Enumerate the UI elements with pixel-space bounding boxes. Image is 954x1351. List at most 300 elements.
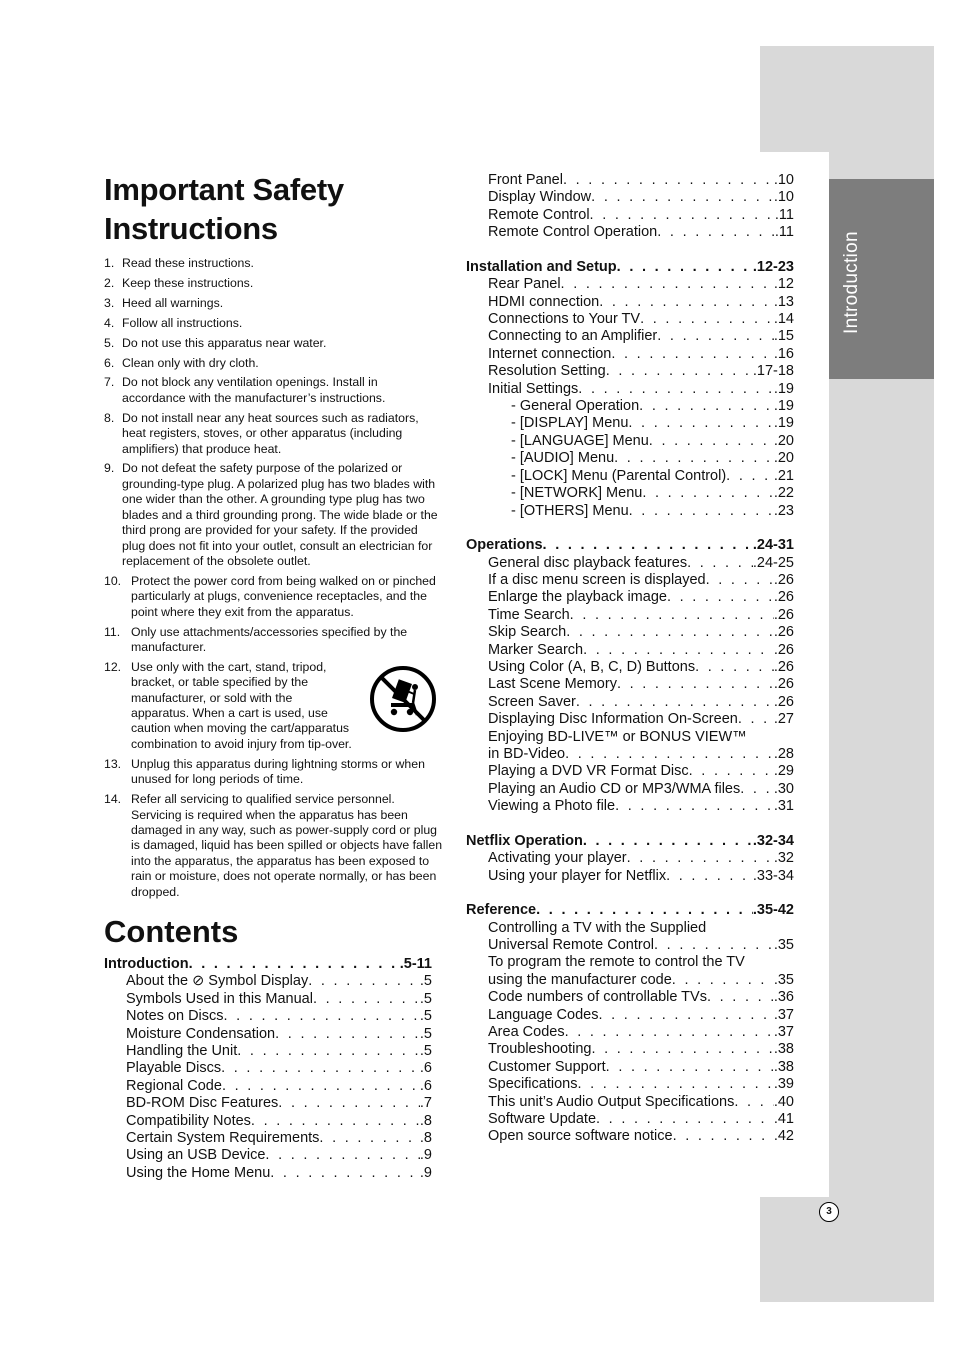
toc-entry-label: Front Panel xyxy=(488,172,563,188)
toc-leader-dots xyxy=(706,572,774,589)
safety-item xyxy=(104,316,444,331)
toc-entry-page: .26 xyxy=(773,658,794,675)
toc-leader-dots xyxy=(666,868,753,885)
toc-entry-page: .5-11 xyxy=(399,956,432,972)
safety-item-text: Clean only with dry cloth. xyxy=(122,355,259,370)
toc-entry-page: .11 xyxy=(774,224,794,241)
toc-entry-page: .29 xyxy=(773,763,794,780)
toc-entry xyxy=(104,973,432,990)
toc-entry xyxy=(466,676,794,693)
toc-entry-page: .37 xyxy=(773,1024,794,1041)
safety-item xyxy=(104,411,444,457)
toc-leader-dots xyxy=(614,450,774,467)
toc-entry-page: .24-25 xyxy=(752,554,794,571)
safety-section xyxy=(104,170,444,904)
safety-item-text: Do not install near any heat sources such as radiators, heat registers, stoves, or other apparatus (including amplifiers) that produce heat. xyxy=(122,410,419,456)
toc-leader-dots xyxy=(672,972,774,989)
toc-entry-label: - General Operation xyxy=(511,398,640,415)
toc-entry-label: - [LANGUAGE] Menu xyxy=(511,432,649,449)
safety-item-text: Read these instructions. xyxy=(122,256,254,270)
toc-leader-dots xyxy=(740,781,774,798)
safety-item-text: Do not use this apparatus near water. xyxy=(122,335,327,350)
toc-section-heading xyxy=(466,833,794,850)
safety-item xyxy=(104,757,444,788)
toc-left-column xyxy=(104,956,432,1182)
toc-entry xyxy=(466,468,794,485)
toc-entry xyxy=(104,1130,432,1147)
safety-item-number: 3. xyxy=(104,295,115,310)
toc-entry-label: Connecting to an Amplifier xyxy=(488,328,658,345)
toc-entry-label: Screen Saver xyxy=(488,693,576,710)
toc-entry-page: .32-34 xyxy=(752,832,794,849)
toc-leader-dots xyxy=(565,1024,774,1041)
toc-leader-dots xyxy=(222,1078,420,1095)
toc-entry-label: Language Codes xyxy=(488,1006,599,1023)
toc-entry-label: Time Search xyxy=(488,606,570,623)
toc-leader-dots xyxy=(627,850,774,867)
toc-leader-dots xyxy=(278,1095,420,1112)
toc-entry-page: .26 xyxy=(773,571,794,588)
safety-item-number: 6. xyxy=(104,355,115,370)
safety-item-number: 2. xyxy=(104,275,115,290)
toc-leader-dots xyxy=(570,607,774,624)
toc-entry xyxy=(466,781,794,798)
toc-leader-dots xyxy=(654,937,774,954)
safety-item-number: 13. xyxy=(104,756,122,771)
toc-entry-label: About the ⊘ Symbol Display xyxy=(126,973,309,990)
toc-entry-page: .40 xyxy=(773,1093,794,1110)
toc-entry xyxy=(466,642,794,659)
toc-entry xyxy=(104,1008,432,1025)
safety-title xyxy=(104,170,444,248)
contents-title: Contents xyxy=(104,914,239,949)
safety-item-number: 11. xyxy=(104,624,121,639)
toc-entry xyxy=(466,920,794,937)
toc-entry xyxy=(466,711,794,728)
toc-entry xyxy=(466,1128,794,1145)
toc-entry xyxy=(466,224,794,241)
toc-entry-label: Operations xyxy=(466,537,543,554)
toc-entry-page: .22 xyxy=(773,485,794,502)
page-number: 3 xyxy=(819,1202,839,1222)
toc-entry-label: Netflix Operation xyxy=(466,832,583,849)
safety-item-text: Do not defeat the safety purpose of the polarized or grounding-type plug. A polarized plug has two blades with one wider than the other. A grounding type plug has two blades and a third grounding prong. The wide blade or the third prong are provided for your safety. If the provided plug does not fit into your outlet, consult an electrician for replacement of the obsolete outlet. xyxy=(122,461,438,568)
toc-entry-label: Rear Panel xyxy=(488,276,561,293)
toc-section-heading xyxy=(466,902,794,919)
toc-entry-page: .19 xyxy=(773,415,794,432)
toc-leader-dots xyxy=(617,676,774,693)
toc-leader-dots xyxy=(543,537,753,554)
toc-section-heading xyxy=(466,537,794,554)
toc-entry xyxy=(104,1095,432,1112)
toc-leader-dots xyxy=(598,1007,773,1024)
toc-entry xyxy=(466,433,794,450)
toc-leader-dots xyxy=(265,1147,419,1164)
toc-entry-page: .19 xyxy=(773,380,794,397)
toc-entry-page: .6 xyxy=(419,1077,432,1094)
toc-entry xyxy=(104,1078,432,1095)
toc-entry-label: BD-ROM Disc Features xyxy=(126,1095,279,1112)
toc-entry xyxy=(466,572,794,589)
toc-entry xyxy=(466,1041,794,1058)
toc-entry-label: General disc playback features xyxy=(488,554,688,571)
safety-item-number: 8. xyxy=(104,410,115,425)
toc-entry-label: Enlarge the playback image xyxy=(488,589,667,606)
safety-item-number: 9. xyxy=(104,461,115,476)
toc-leader-dots xyxy=(536,902,753,919)
toc-entry-page: .26 xyxy=(773,624,794,641)
safety-item xyxy=(104,356,444,371)
toc-entry xyxy=(466,850,794,867)
toc-entry-page: .5 xyxy=(419,1008,432,1025)
toc-leader-dots xyxy=(640,311,774,328)
toc-entry xyxy=(466,972,794,989)
toc-entry-page: .15 xyxy=(773,328,794,345)
toc-entry xyxy=(104,1043,432,1060)
toc-leader-dots xyxy=(596,1111,774,1128)
toc-entry-label: Remote Control Operation xyxy=(488,224,658,241)
safety-item-text: Only use attachments/accessories specified by the manufacturer. xyxy=(131,624,408,654)
safety-item-number: 12. xyxy=(104,659,122,674)
toc-entry xyxy=(104,1113,432,1130)
toc-leader-dots xyxy=(251,1113,420,1130)
toc-leader-dots xyxy=(726,468,774,485)
toc-entry-label: Controlling a TV with the Supplied xyxy=(488,919,707,936)
toc-entry-label: - [OTHERS] Menu xyxy=(511,502,629,519)
section-tab-label: Introduction xyxy=(841,231,862,334)
toc-leader-dots xyxy=(689,763,774,780)
toc-section-heading xyxy=(466,259,794,276)
toc-entry-label: Remote Control xyxy=(488,206,590,223)
toc-entry xyxy=(466,328,794,345)
toc-entry-page: .7 xyxy=(419,1095,432,1112)
toc-entry-page: .16 xyxy=(773,345,794,362)
toc-entry-label: Area Codes xyxy=(488,1024,565,1041)
toc-entry-label: Installation and Setup xyxy=(466,258,617,275)
safety-item-number: 10. xyxy=(104,573,122,588)
toc-leader-dots xyxy=(561,276,774,293)
toc-entry-label: - [AUDIO] Menu xyxy=(511,450,615,467)
toc-entry-page: .12 xyxy=(773,276,794,293)
safety-item xyxy=(104,256,444,271)
toc-leader-dots xyxy=(583,833,753,850)
safety-item-number: 7. xyxy=(104,375,115,390)
toc-entry-page: .11 xyxy=(774,206,794,223)
toc-leader-dots xyxy=(738,711,774,728)
toc-entry-page: .23 xyxy=(773,502,794,519)
toc-leader-dots xyxy=(221,1060,420,1077)
toc-entry xyxy=(104,1147,432,1164)
toc-entry xyxy=(466,763,794,780)
toc-leader-dots xyxy=(577,1076,773,1093)
toc-entry-label: Regional Code xyxy=(126,1077,222,1094)
toc-leader-dots xyxy=(639,398,774,415)
side-panel-top xyxy=(760,46,934,152)
toc-entry-page: .26 xyxy=(773,693,794,710)
toc-entry-page: .5 xyxy=(419,1043,432,1060)
toc-entry-label: Certain System Requirements xyxy=(126,1130,320,1147)
toc-entry-label: To program the remote to control the TV xyxy=(488,954,745,971)
toc-entry xyxy=(466,659,794,676)
toc-entry-page: .32 xyxy=(773,850,794,867)
toc-entry-page: .35 xyxy=(773,937,794,953)
side-panel-bottom xyxy=(760,1197,934,1302)
toc-entry-page: .9 xyxy=(419,1147,432,1164)
toc-entry-page: .14 xyxy=(773,311,794,328)
toc-leader-dots xyxy=(590,207,775,224)
safety-item xyxy=(104,461,444,569)
toc-leader-dots xyxy=(313,991,420,1008)
toc-entry xyxy=(466,294,794,311)
toc-entry-page: .26 xyxy=(773,589,794,606)
toc-leader-dots xyxy=(606,1059,774,1076)
toc-entry-page: .5 xyxy=(419,1025,432,1042)
toc-entry-page: .12-23 xyxy=(752,258,794,275)
toc-entry-label: - [DISPLAY] Menu xyxy=(511,415,629,432)
toc-leader-dots xyxy=(308,973,420,990)
safety-item-text: Unplug this apparatus during lightning storms or when unused for long periods of time. xyxy=(131,756,425,787)
toc-entry-page: .20 xyxy=(773,450,794,467)
cart-warning-icon xyxy=(369,665,437,733)
safety-item-text: Keep these instructions. xyxy=(122,275,254,290)
toc-entry-label: Using an USB Device xyxy=(126,1147,266,1164)
safety-item-text: Use only with the cart, stand, tripod, bracket, or table specified by the manufacturer, or sold with the apparatus. When a cart is used, use caution when moving the cart/apparatus combination to avoid injury from tip-over. xyxy=(131,659,352,751)
toc-entry-label: using the manufacturer code xyxy=(488,971,672,988)
toc-entry xyxy=(104,1165,432,1182)
toc-entry xyxy=(466,729,794,746)
toc-leader-dots xyxy=(189,956,400,973)
toc-entry-label: Specifications xyxy=(488,1076,578,1093)
toc-entry-page: .38 xyxy=(773,1058,794,1075)
toc-leader-dots xyxy=(611,346,773,363)
toc-entry-page: .41 xyxy=(773,1111,794,1128)
toc-leader-dots xyxy=(707,989,774,1006)
toc-entry-page: .8 xyxy=(419,1130,432,1147)
toc-entry-label: Initial Settings xyxy=(488,380,579,397)
toc-entry-label: Playing a DVD VR Format Disc xyxy=(488,763,689,780)
toc-leader-dots xyxy=(667,589,774,606)
toc-entry-page: .36 xyxy=(773,989,794,1006)
toc-entry-label: Compatibility Notes xyxy=(126,1112,251,1129)
toc-entry-page: .38 xyxy=(773,1041,794,1058)
toc-entry-page: .37 xyxy=(773,1006,794,1023)
toc-entry-label: HDMI connection xyxy=(488,293,600,310)
toc-entry-page: .35-42 xyxy=(752,902,794,919)
safety-item-number: 14. xyxy=(104,792,122,807)
toc-entry xyxy=(466,363,794,380)
toc-entry xyxy=(466,746,794,763)
toc-entry xyxy=(466,1059,794,1076)
toc-entry xyxy=(466,954,794,971)
toc-entry-page: .17-18 xyxy=(752,363,794,380)
toc-section-heading xyxy=(104,956,432,973)
toc-entry-label: Open source software notice xyxy=(488,1128,673,1145)
safety-item-number: 5. xyxy=(104,335,115,350)
toc-entry-label: Connections to Your TV xyxy=(488,311,641,328)
toc-leader-dots xyxy=(563,172,774,189)
toc-leader-dots xyxy=(657,224,775,241)
toc-entry-page: .24-31 xyxy=(752,537,794,554)
toc-entry xyxy=(466,694,794,711)
toc-entry-label: - [LOCK] Menu (Parental Control) xyxy=(511,467,727,484)
toc-entry xyxy=(466,937,794,954)
toc-entry-label: Reference xyxy=(466,902,537,919)
toc-entry-page: .42 xyxy=(773,1128,794,1145)
safety-list xyxy=(104,256,444,900)
toc-leader-dots xyxy=(578,381,774,398)
toc-entry-label: Troubleshooting xyxy=(488,1041,592,1058)
toc-entry xyxy=(466,172,794,189)
toc-entry xyxy=(466,346,794,363)
safety-item-text: Refer all servicing to qualified service personnel. Servicing is required when the apparatus has been damaged in any way, such as power-supply cord or plug is damaged, liquid has been spilled or objects have fallen into the apparatus, the apparatus has been exposed to rain or moisture, does not operate normally, or has been dropped. xyxy=(131,792,443,899)
toc-entry-label: Symbols Used in this Manual xyxy=(126,990,313,1007)
toc-entry-label: Internet connection xyxy=(488,345,612,362)
toc-entry-label: - [NETWORK] Menu xyxy=(511,485,643,502)
toc-entry-label: Moisture Condensation xyxy=(126,1025,276,1042)
toc-entry-label: Displaying Disc Information On-Screen xyxy=(488,711,738,728)
toc-entry xyxy=(466,589,794,606)
toc-entry xyxy=(466,450,794,467)
toc-entry xyxy=(466,503,794,520)
toc-entry-page: .5 xyxy=(419,973,432,990)
toc-entry-page: .6 xyxy=(419,1060,432,1077)
toc-entry-label: Viewing a Photo file xyxy=(488,798,616,815)
toc-entry xyxy=(466,1111,794,1128)
safety-item-number: 1. xyxy=(104,256,115,270)
safety-item xyxy=(104,625,444,656)
toc-leader-dots xyxy=(237,1043,420,1060)
toc-entry-label: Using the Home Menu xyxy=(126,1164,271,1181)
toc-leader-dots xyxy=(642,485,774,502)
toc-entry-label: Code numbers of controllable TVs xyxy=(488,989,707,1006)
toc-leader-dots xyxy=(673,1128,774,1145)
toc-entry-label: Using Color (A, B, C, D) Buttons xyxy=(488,658,696,675)
safety-item xyxy=(104,792,444,900)
toc-leader-dots xyxy=(591,1041,773,1058)
toc-entry-page: .26 xyxy=(773,606,794,623)
toc-entry xyxy=(466,1076,794,1093)
safety-item-text: Do not block any ventilation openings. Install in accordance with the manufacturer’s instructions. xyxy=(122,375,386,405)
toc-leader-dots xyxy=(617,259,753,276)
toc-entry-page: .39 xyxy=(773,1076,794,1093)
toc-entry xyxy=(466,607,794,624)
toc-leader-dots xyxy=(615,798,774,815)
toc-leader-dots xyxy=(657,328,774,345)
toc-entry-label: Notes on Discs xyxy=(126,1008,224,1025)
toc-entry-label: This unit’s Audio Output Specifications xyxy=(488,1093,735,1110)
toc-entry-label: Software Update xyxy=(488,1111,597,1128)
toc-entry xyxy=(466,207,794,224)
toc-entry-page: .21 xyxy=(773,467,794,484)
toc-leader-dots xyxy=(606,363,753,380)
toc-entry-label: Activating your player xyxy=(488,850,627,867)
toc-entry-label: Display Window xyxy=(488,189,592,206)
toc-entry-page: .9 xyxy=(419,1164,432,1181)
toc-entry-page: .5 xyxy=(419,990,432,1007)
toc-leader-dots xyxy=(576,694,774,711)
toc-entry xyxy=(104,991,432,1008)
toc-entry-page: .31 xyxy=(773,798,794,815)
safety-title-line2: Instructions xyxy=(104,211,278,246)
toc-entry xyxy=(466,624,794,641)
safety-item-text: Protect the power cord from being walked on or pinched particularly at plugs, convenience receptacles, and the point where they exit from the apparatus. xyxy=(131,573,436,619)
toc-entry-label: Marker Search xyxy=(488,641,584,658)
toc-entry-page: .33-34 xyxy=(752,867,794,884)
toc-entry xyxy=(104,1060,432,1077)
toc-entry xyxy=(466,485,794,502)
safety-item xyxy=(104,375,444,406)
toc-entry xyxy=(466,381,794,398)
safety-item-text: Heed all warnings. xyxy=(122,295,224,310)
toc-entry-page: .30 xyxy=(773,780,794,797)
toc-entry-page: .10 xyxy=(773,172,794,188)
toc-entry xyxy=(466,311,794,328)
toc-entry-label: Customer Support xyxy=(488,1058,606,1075)
toc-entry-label: Playing an Audio CD or MP3/WMA files xyxy=(488,780,741,797)
toc-entry xyxy=(466,189,794,206)
toc-entry xyxy=(466,555,794,572)
toc-entry xyxy=(466,1024,794,1041)
toc-entry-label: in BD-Video xyxy=(488,745,566,762)
toc-leader-dots xyxy=(649,433,774,450)
toc-leader-dots xyxy=(565,746,774,763)
safety-item-text: Follow all instructions. xyxy=(122,315,243,330)
toc-entry-page: .26 xyxy=(773,641,794,658)
toc-leader-dots xyxy=(319,1130,419,1147)
toc-entry xyxy=(466,276,794,293)
toc-entry-label: Resolution Setting xyxy=(488,363,606,380)
toc-entry-page: .28 xyxy=(773,745,794,762)
toc-entry xyxy=(104,1026,432,1043)
toc-leader-dots xyxy=(599,294,774,311)
safety-title-line1: Important Safety xyxy=(104,172,344,207)
toc-entry-label: Playable Discs xyxy=(126,1060,222,1077)
toc-right-column xyxy=(466,172,794,1146)
toc-leader-dots xyxy=(695,659,774,676)
toc-entry-page: .8 xyxy=(419,1112,432,1129)
toc-entry-page: .20 xyxy=(773,432,794,449)
toc-leader-dots xyxy=(591,189,774,206)
toc-leader-dots xyxy=(629,503,774,520)
toc-leader-dots xyxy=(583,642,774,659)
toc-entry-label: Last Scene Memory xyxy=(488,676,617,693)
safety-item xyxy=(104,296,444,311)
toc-entry xyxy=(466,415,794,432)
toc-entry-page: .13 xyxy=(773,293,794,310)
toc-entry-label: Introduction xyxy=(104,956,189,972)
toc-leader-dots xyxy=(628,415,773,432)
toc-entry-label: Skip Search xyxy=(488,624,567,641)
toc-entry-label: If a disc menu screen is displayed xyxy=(488,571,706,588)
toc-leader-dots xyxy=(224,1008,420,1025)
safety-item xyxy=(104,574,444,620)
toc-leader-dots xyxy=(275,1026,420,1043)
toc-entry xyxy=(466,798,794,815)
toc-entry-label: Enjoying BD-LIVE™ or BONUS VIEW™ xyxy=(488,728,747,745)
toc-entry-page: .26 xyxy=(773,676,794,693)
toc-leader-dots xyxy=(270,1165,420,1182)
toc-leader-dots xyxy=(566,624,774,641)
toc-entry-page: .35 xyxy=(773,971,794,988)
toc-leader-dots xyxy=(687,555,753,572)
toc-entry xyxy=(466,1007,794,1024)
safety-item-number: 4. xyxy=(104,315,115,330)
toc-entry-page: .27 xyxy=(773,711,794,728)
toc-leader-dots xyxy=(734,1094,773,1111)
toc-entry xyxy=(466,868,794,885)
toc-entry-label: Handling the Unit xyxy=(126,1043,238,1060)
toc-entry-page: .19 xyxy=(773,398,794,415)
